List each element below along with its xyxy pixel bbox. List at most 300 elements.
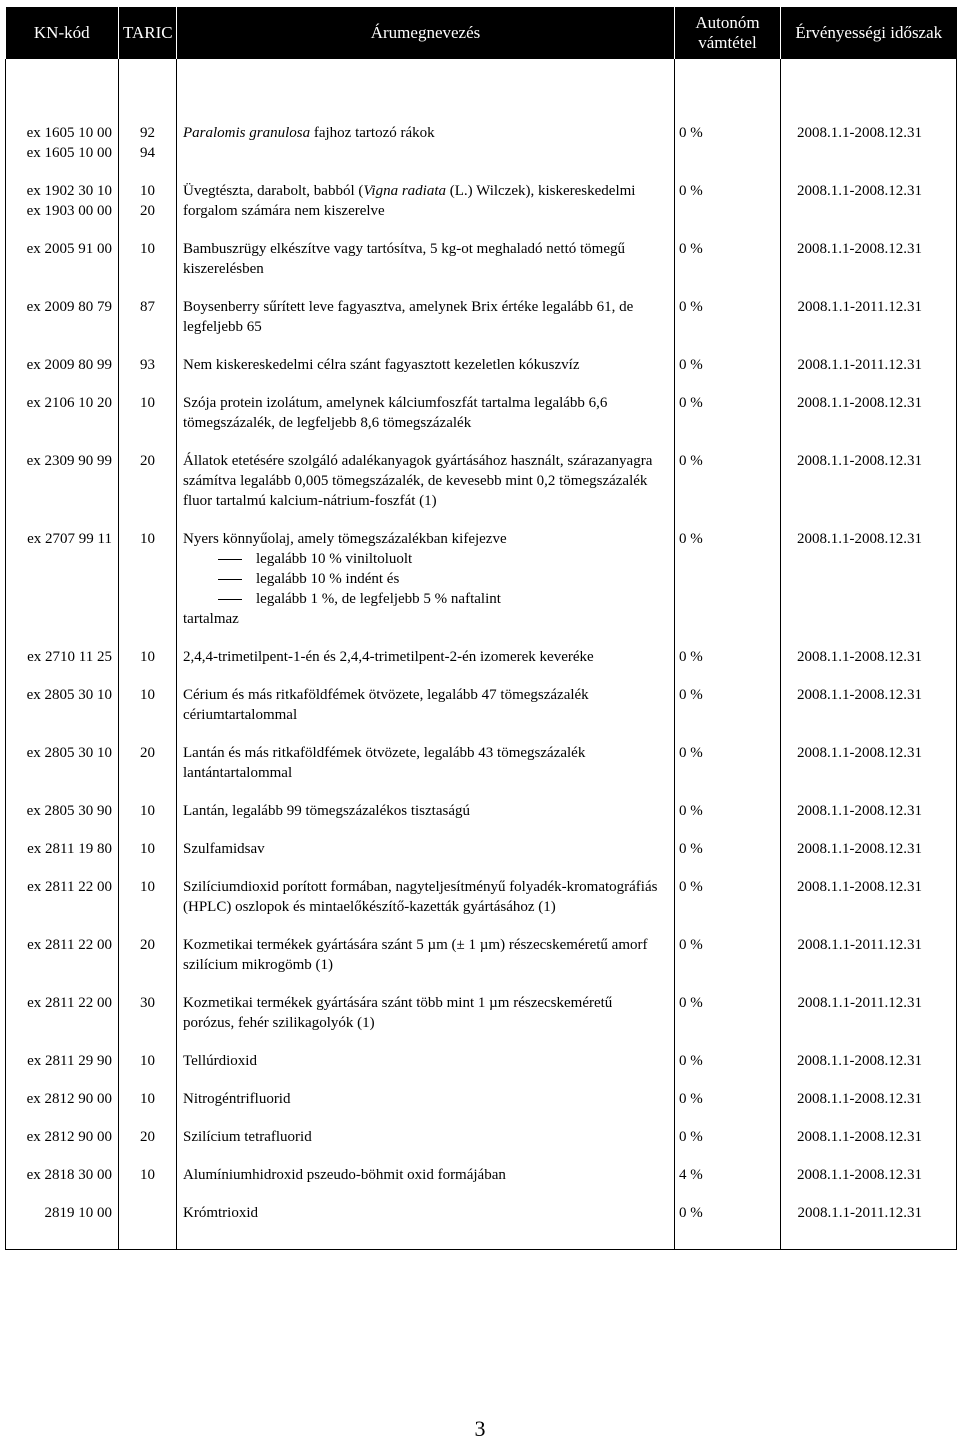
table-row (6, 1127, 957, 1147)
row-spacer (6, 975, 957, 993)
spacer-cell (6, 1033, 119, 1051)
taric-code: 87 (140, 299, 155, 315)
validity-period-cell: 2008.1.1-2008.12.31 (781, 877, 957, 917)
taric-code: 93 (140, 357, 155, 373)
spacer-cell (177, 1071, 675, 1089)
kn-code-cell (6, 993, 119, 1033)
row-spacer (6, 1033, 957, 1051)
spacer-cell (675, 859, 781, 877)
dash-bullet (218, 559, 242, 560)
spacer-cell (6, 725, 119, 743)
kn-code: 2819 10 00 (44, 1205, 112, 1221)
validity-period-cell: 2008.1.1-2008.12.31 (781, 647, 957, 667)
spacer-cell (177, 1223, 675, 1250)
validity-period-cell: 2008.1.1-2008.12.31 (781, 1051, 957, 1071)
spacer-cell (6, 917, 119, 935)
spacer-cell (6, 629, 119, 647)
spacer-cell (119, 221, 177, 239)
spacer-cell (675, 917, 781, 935)
spacer-cell (177, 279, 675, 297)
table-row (6, 1089, 957, 1109)
table-row (6, 801, 957, 821)
spacer-cell (781, 279, 957, 297)
duty-rate-cell: 0 % (675, 685, 781, 725)
spacer-cell (675, 279, 781, 297)
description-cell (177, 1089, 675, 1109)
kn-code-cell (6, 685, 119, 725)
spacer-cell (6, 1071, 119, 1089)
taric-code: 10 (140, 395, 155, 411)
duty-rate-cell: 0 % (675, 355, 781, 375)
spacer-cell (675, 1071, 781, 1089)
taric-code: 10 (140, 879, 155, 895)
taric-code: 20 (140, 453, 155, 469)
spacer-cell (177, 433, 675, 451)
header-validity: Érvényességi időszak (781, 7, 957, 59)
description-text: Üvegtészta, darabolt, babból ( (183, 183, 364, 199)
description-text: Tellúrdioxid (183, 1053, 257, 1069)
spacer-cell (781, 917, 957, 935)
kn-code-cell (6, 529, 119, 629)
description-text: Nitrogéntrifluorid (183, 1091, 291, 1107)
table-row (6, 647, 957, 667)
taric-code: 10 (140, 803, 155, 819)
kn-code: ex 2009 80 79 (26, 299, 112, 315)
kn-code: ex 2309 90 99 (26, 453, 112, 469)
kn-code: ex 2811 22 00 (27, 937, 112, 953)
validity-period-cell: 2008.1.1-2008.12.31 (781, 393, 957, 433)
spacer-cell (119, 375, 177, 393)
kn-code: ex 2811 29 90 (27, 1053, 112, 1069)
description-text: Krómtrioxid (183, 1205, 258, 1221)
header-duty-line2: vámtétel (698, 33, 757, 52)
kn-code: ex 2009 80 99 (26, 357, 112, 373)
taric-cell (119, 1127, 177, 1147)
spacer-cell (781, 667, 957, 685)
validity-period-cell: 2008.1.1-2011.12.31 (781, 1203, 957, 1223)
spacer-cell (6, 337, 119, 355)
spacer-cell (675, 163, 781, 181)
spacer-cell (177, 375, 675, 393)
kn-code-cell (6, 1165, 119, 1185)
duty-rate-cell: 0 % (675, 239, 781, 279)
duty-rate-cell: 0 % (675, 647, 781, 667)
description-text: tartalmaz (183, 611, 239, 627)
row-spacer (6, 783, 957, 801)
spacer-cell (6, 1147, 119, 1165)
spacer-cell (675, 337, 781, 355)
description-cell (177, 181, 675, 221)
validity-period-cell: 2008.1.1-2008.12.31 (781, 1089, 957, 1109)
taric-cell (119, 685, 177, 725)
spacer-cell (119, 917, 177, 935)
spacer-cell (6, 1185, 119, 1203)
validity-period-cell: 2008.1.1-2011.12.31 (781, 355, 957, 375)
table-row (6, 1203, 957, 1223)
kn-code: ex 2707 99 11 (27, 531, 112, 547)
taric-code: 20 (140, 745, 155, 761)
kn-code-cell (6, 393, 119, 433)
kn-code-cell (6, 801, 119, 821)
description-text: Lantán és más ritkaföldfémek ötvözete, legalább 43 tömegszázalék lantántartalommal (183, 745, 586, 781)
row-spacer (6, 337, 957, 355)
spacer-cell (119, 1109, 177, 1127)
spacer-cell (675, 1223, 781, 1250)
duty-rate-cell: 0 % (675, 877, 781, 917)
kn-code: ex 2005 91 00 (26, 241, 112, 257)
taric-cell (119, 1165, 177, 1185)
spacer-cell (119, 821, 177, 839)
kn-code: ex 2811 22 00 (27, 879, 112, 895)
dash-bullet (218, 599, 242, 600)
description-text: Kozmetikai termékek gyártására szánt 5 µm (± 1 µm) részecskeméretű amorf szilícium mikrogömb (1) (183, 937, 648, 973)
taric-cell (119, 839, 177, 859)
duty-rate-cell: 0 % (675, 801, 781, 821)
spacer-cell (6, 433, 119, 451)
taric-code: 30 (140, 995, 155, 1011)
row-spacer (6, 821, 957, 839)
duty-rate-cell: 0 % (675, 451, 781, 511)
description-cell (177, 393, 675, 433)
description-text: Szilícium tetrafluorid (183, 1129, 312, 1145)
duty-rate-cell: 0 % (675, 1051, 781, 1071)
duty-rate-cell: 0 % (675, 935, 781, 975)
spacer-cell (177, 1147, 675, 1165)
validity-period-cell: 2008.1.1-2008.12.31 (781, 529, 957, 629)
description-cell (177, 935, 675, 975)
kn-code-cell (6, 451, 119, 511)
description-text: fajhoz tartozó rákok (310, 125, 435, 141)
spacer-cell (675, 1033, 781, 1051)
spacer-cell (119, 667, 177, 685)
row-spacer (6, 1147, 957, 1165)
kn-code-cell (6, 355, 119, 375)
header-description: Árumegnevezés (177, 7, 675, 59)
description-cell (177, 743, 675, 783)
spacer-cell (781, 1033, 957, 1051)
taric-cell (119, 647, 177, 667)
taric-code: 20 (140, 937, 155, 953)
row-spacer (6, 1223, 957, 1250)
spacer-cell (675, 821, 781, 839)
taric-code: 10 (140, 241, 155, 257)
validity-period-cell: 2008.1.1-2008.12.31 (781, 801, 957, 821)
spacer-cell (6, 859, 119, 877)
table-row (6, 877, 957, 917)
validity-period-cell: 2008.1.1-2011.12.31 (781, 935, 957, 975)
kn-code-cell (6, 743, 119, 783)
validity-period-cell: 2008.1.1-2008.12.31 (781, 685, 957, 725)
kn-code-cell (6, 59, 119, 163)
kn-code: ex 1605 10 00 (26, 125, 112, 141)
row-spacer (6, 375, 957, 393)
duty-rate-cell: 0 % (675, 1127, 781, 1147)
duty-rate-cell: 0 % (675, 59, 781, 163)
validity-period-cell: 2008.1.1-2008.12.31 (781, 743, 957, 783)
spacer-cell (781, 975, 957, 993)
taric-cell (119, 1051, 177, 1071)
table-row (6, 685, 957, 725)
row-spacer (6, 859, 957, 877)
description-cell (177, 1203, 675, 1223)
spacer-cell (6, 821, 119, 839)
spacer-cell (781, 163, 957, 181)
kn-code-cell (6, 297, 119, 337)
row-spacer (6, 279, 957, 297)
spacer-cell (119, 629, 177, 647)
spacer-cell (119, 163, 177, 181)
taric-code: 20 (140, 203, 155, 219)
taric-cell (119, 297, 177, 337)
spacer-cell (781, 433, 957, 451)
spacer-cell (119, 859, 177, 877)
kn-code-cell (6, 1127, 119, 1147)
spacer-cell (119, 1071, 177, 1089)
taric-cell (119, 239, 177, 279)
spacer-cell (119, 725, 177, 743)
row-spacer (6, 511, 957, 529)
spacer-cell (781, 1109, 957, 1127)
spacer-cell (119, 1185, 177, 1203)
spacer-cell (6, 783, 119, 801)
kn-code: ex 2805 30 10 (26, 745, 112, 761)
row-spacer (6, 1185, 957, 1203)
spacer-cell (6, 279, 119, 297)
species-name: Paralomis granulosa (183, 125, 311, 141)
table-row (6, 181, 957, 221)
spacer-cell (177, 163, 675, 181)
spacer-cell (6, 163, 119, 181)
table-row (6, 1051, 957, 1071)
header-duty-line1: Autonóm (695, 13, 760, 32)
taric-code: 10 (140, 687, 155, 703)
description-cell (177, 647, 675, 667)
spacer-cell (119, 337, 177, 355)
table-row (6, 529, 957, 629)
description-cell (177, 877, 675, 917)
kn-code-cell (6, 1203, 119, 1223)
spacer-cell (177, 511, 675, 529)
taric-cell (119, 743, 177, 783)
spacer-cell (781, 859, 957, 877)
description-cell (177, 1165, 675, 1185)
duty-rate-cell: 0 % (675, 529, 781, 629)
description-text: 2,4,4-trimetilpent-1-én és 2,4,4-trimetilpent-2-én izomerek keveréke (183, 649, 594, 665)
taric-code: 10 (140, 841, 155, 857)
spacer-cell (675, 1147, 781, 1165)
spacer-cell (177, 1185, 675, 1203)
description-text: Alumíniumhidroxid pszeudo-böhmit oxid formájában (183, 1167, 506, 1183)
kn-code-cell (6, 839, 119, 859)
table-row (6, 451, 957, 511)
taric-cell (119, 393, 177, 433)
kn-code-cell (6, 181, 119, 221)
validity-period-cell: 2008.1.1-2008.12.31 (781, 181, 957, 221)
description-text: (L.) Wilczek), kiskereskedelmi forgalom számára nem kiszerelve (183, 183, 636, 219)
spacer-cell (781, 221, 957, 239)
description-text: Állatok etetésére szolgáló adalékanyagok gyártásához használt, szárazanyagra számítva legalább 0,005 tömegszázalék, de kevesebb mint 0,2 tömegszázalék fluor tartalmú kalcium-nátrium-foszfát (1) (183, 453, 653, 509)
kn-code-cell (6, 647, 119, 667)
spacer-cell (6, 511, 119, 529)
spacer-cell (781, 629, 957, 647)
description-text: Nem kiskereskedelmi célra szánt fagyasztott kezeletlen kókuszvíz (183, 357, 580, 373)
description-text: Nyers könnyűolaj, amely tömegszázalékban kifejezve (183, 531, 507, 547)
spacer-cell (675, 783, 781, 801)
kn-code: ex 2811 22 00 (27, 995, 112, 1011)
description-cell (177, 451, 675, 511)
row-spacer (6, 1109, 957, 1127)
description-cell (177, 297, 675, 337)
description-text: Szója protein izolátum, amelynek kálciumfoszfát tartalma legalább 6,6 tömegszázalék, de legfeljebb 8,6 tömegszázalék (183, 395, 608, 431)
description-cell (177, 355, 675, 375)
kn-code: ex 2818 30 00 (26, 1167, 112, 1183)
description-item: legalább 1 %, de legfeljebb 5 % naftalint (256, 591, 501, 607)
description-text: Szilíciumdioxid porított formában, nagyteljesítményű folyadék-kromatográfiás (HPLC) oszlopok és mintaelőkészítő-kazetták gyártásához (1) (183, 879, 658, 915)
row-spacer (6, 163, 957, 181)
spacer-cell (781, 783, 957, 801)
spacer-cell (177, 975, 675, 993)
description-cell (177, 801, 675, 821)
table-header-row (6, 7, 957, 59)
spacer-cell (6, 667, 119, 685)
validity-period-cell: 2008.1.1-2008.12.31 (781, 839, 957, 859)
taric-code: 20 (140, 1129, 155, 1145)
kn-code-cell (6, 1089, 119, 1109)
dash-bullet (218, 579, 242, 580)
spacer-cell (177, 629, 675, 647)
spacer-cell (781, 511, 957, 529)
kn-code: ex 2710 11 25 (27, 649, 112, 665)
spacer-cell (781, 337, 957, 355)
page-number: 3 (474, 1416, 486, 1441)
validity-period-cell: 2008.1.1-2008.12.31 (781, 239, 957, 279)
kn-code: ex 2805 30 90 (26, 803, 112, 819)
spacer-cell (781, 1147, 957, 1165)
taric-code: 10 (140, 183, 155, 199)
spacer-cell (675, 629, 781, 647)
taric-cell (119, 801, 177, 821)
kn-code: ex 1605 10 00 (26, 145, 112, 161)
kn-code-cell (6, 877, 119, 917)
table-row (6, 935, 957, 975)
description-cell (177, 993, 675, 1033)
spacer-cell (675, 667, 781, 685)
taric-cell (119, 1203, 177, 1223)
table-row (6, 239, 957, 279)
duty-rate-cell: 0 % (675, 743, 781, 783)
description-text: Cérium és más ritkaföldfémek ötvözete, legalább 47 tömegszázalék cériumtartalommal (183, 687, 589, 723)
table-row (6, 355, 957, 375)
description-cell (177, 1127, 675, 1147)
spacer-cell (781, 725, 957, 743)
table-row (6, 743, 957, 783)
spacer-cell (119, 1147, 177, 1165)
row-spacer (6, 667, 957, 685)
spacer-cell (675, 725, 781, 743)
description-cell (177, 839, 675, 859)
taric-code: 94 (140, 145, 155, 161)
row-spacer (6, 221, 957, 239)
table-row (6, 59, 957, 163)
spacer-cell (6, 1223, 119, 1250)
kn-code-cell (6, 1051, 119, 1071)
kn-code: ex 1902 30 10 (26, 183, 112, 199)
description-cell (177, 529, 675, 629)
description-cell (177, 1051, 675, 1071)
spacer-cell (675, 511, 781, 529)
taric-code: 10 (140, 1091, 155, 1107)
table-row (6, 993, 957, 1033)
spacer-cell (119, 511, 177, 529)
kn-code: ex 2106 10 20 (26, 395, 112, 411)
table-row (6, 1165, 957, 1185)
validity-period-cell: 2008.1.1-2008.12.31 (781, 1165, 957, 1185)
table-body (6, 59, 957, 1250)
duty-rate-cell: 0 % (675, 297, 781, 337)
duty-rate-cell: 0 % (675, 181, 781, 221)
kn-code: ex 1903 00 00 (26, 203, 112, 219)
taric-cell (119, 877, 177, 917)
spacer-cell (177, 917, 675, 935)
duty-rate-cell: 0 % (675, 839, 781, 859)
duty-rate-cell: 0 % (675, 993, 781, 1033)
description-text: Boysenberry sűrített leve fagyasztva, amelynek Brix értéke legalább 61, de legfeljebb 65 (183, 299, 634, 335)
spacer-cell (177, 1033, 675, 1051)
spacer-cell (177, 821, 675, 839)
spacer-cell (177, 221, 675, 239)
table-row (6, 393, 957, 433)
taric-cell (119, 59, 177, 163)
spacer-cell (781, 375, 957, 393)
description-text: Kozmetikai termékek gyártására szánt több mint 1 µm részecskeméretű porózus, fehér szilikagolyók (1) (183, 995, 613, 1031)
taric-code: 10 (140, 649, 155, 665)
description-cell (177, 685, 675, 725)
spacer-cell (781, 1071, 957, 1089)
species-name: Vigna radiata (363, 183, 446, 199)
validity-period-cell: 2008.1.1-2008.12.31 (781, 59, 957, 163)
spacer-cell (6, 221, 119, 239)
description-text: Bambuszrügy elkészítve vagy tartósítva, 5 kg-ot meghaladó nettó tömegű kiszerelésben (183, 241, 625, 277)
spacer-cell (6, 975, 119, 993)
row-spacer (6, 725, 957, 743)
spacer-cell (119, 433, 177, 451)
row-spacer (6, 1071, 957, 1089)
spacer-cell (675, 975, 781, 993)
taric-cell (119, 355, 177, 375)
spacer-cell (6, 375, 119, 393)
spacer-cell (675, 221, 781, 239)
taric-cell (119, 993, 177, 1033)
taric-code: 10 (140, 1053, 155, 1069)
table-row (6, 297, 957, 337)
taric-cell (119, 529, 177, 629)
row-spacer (6, 433, 957, 451)
duty-rate-cell: 4 % (675, 1165, 781, 1185)
taric-code: 10 (140, 531, 155, 547)
header-taric: TARIC (119, 7, 177, 59)
kn-code: ex 2812 90 00 (26, 1091, 112, 1107)
duty-rate-cell: 0 % (675, 1203, 781, 1223)
table-row (6, 839, 957, 859)
taric-cell (119, 935, 177, 975)
header-duty-rate (675, 7, 781, 59)
taric-cell (119, 451, 177, 511)
spacer-cell (781, 1185, 957, 1203)
validity-period-cell: 2008.1.1-2011.12.31 (781, 993, 957, 1033)
spacer-cell (675, 433, 781, 451)
validity-period-cell: 2008.1.1-2008.12.31 (781, 451, 957, 511)
description-item: legalább 10 % indént és (256, 571, 400, 587)
